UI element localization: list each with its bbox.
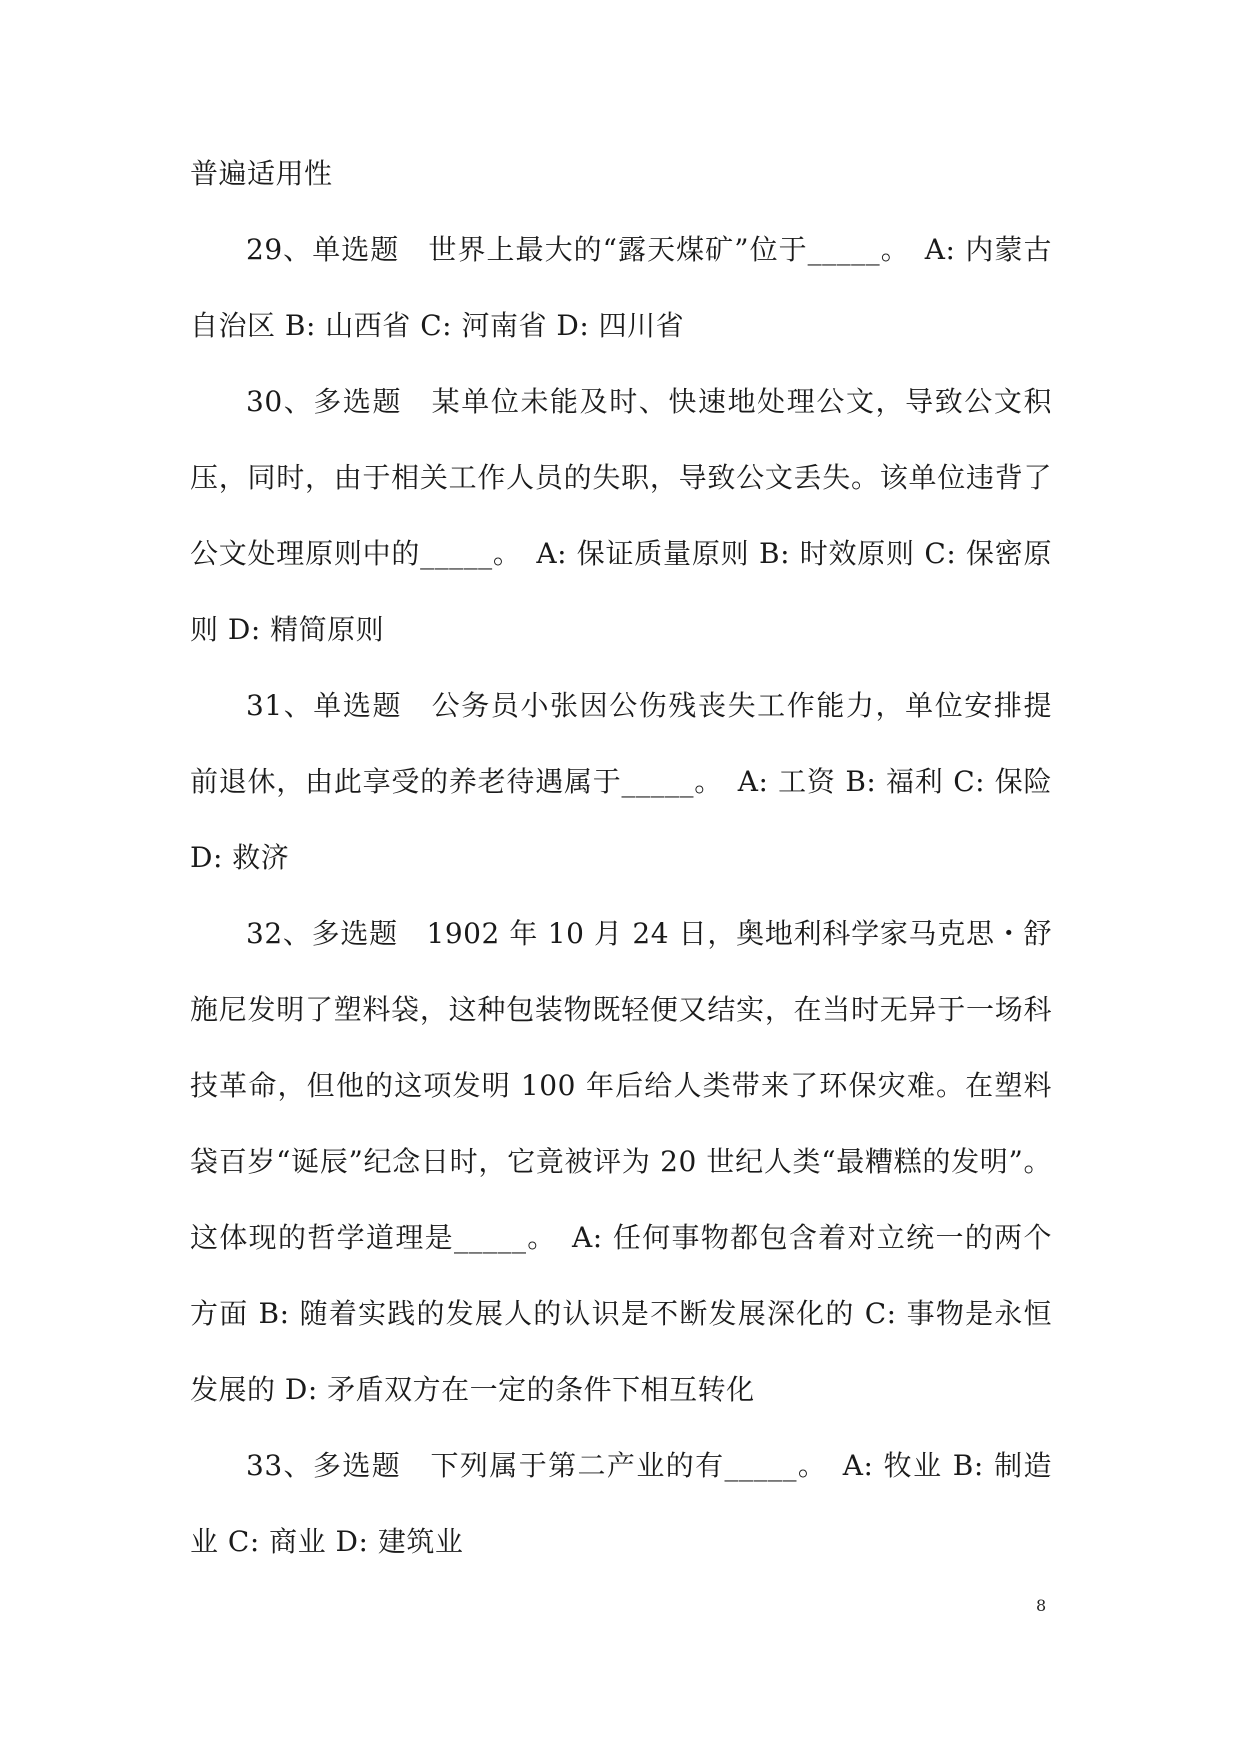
document-body	[190, 136, 1062, 1580]
question-31: 31、单选题 公务员小张因公伤残丧失工作能力，单位安排提前退休，由此享受的养老待遇属于_____。 A: 工资 B: 福利 C: 保险 D: 救济	[190, 689, 1062, 874]
question-33: 33、多选题 下列属于第二产业的有_____。 A: 牧业 B: 制造业 C: 商业 D: 建筑业	[190, 1449, 1052, 1558]
question-30: 30、多选题 某单位未能及时、快速地处理公文，导致公文积压，同时，由于相关工作人员的失职，导致公文丢失。该单位违背了公文处理原则中的_____。 A: 保证质量原则 B: 时效原则 C: 保密原则 D: 精简原则	[190, 385, 1052, 646]
question-29: 29、单选题 世界上最大的“露天煤矿”位于_____。 A: 内蒙古自治区 B: 山西省 C: 河南省 D: 四川省	[190, 233, 1052, 342]
question-32: 32、多选题 1902 年 10 月 24 日，奥地利科学家马克思・舒施尼发明了塑料袋，这种包装物既轻便又结实，在当时无异于一场科技革命，但他的这项发明 100 年后给人类带来了环保灾难。在塑料袋百岁“诞辰”纪念日时，它竟被评为 20 世纪人类“最糟糕的发明”。这体现的哲学道理是_____。 A: 任何事物都包含着对立统一的两个方面 B: 随着实践的发展人的认识是不断发展深化的 C: 事物是永恒发展的 D: 矛盾双方在一定的条件下相互转化	[190, 917, 1052, 1406]
page-number: 8	[1036, 1596, 1047, 1615]
paragraph-continuation: 普遍适用性	[190, 157, 333, 190]
